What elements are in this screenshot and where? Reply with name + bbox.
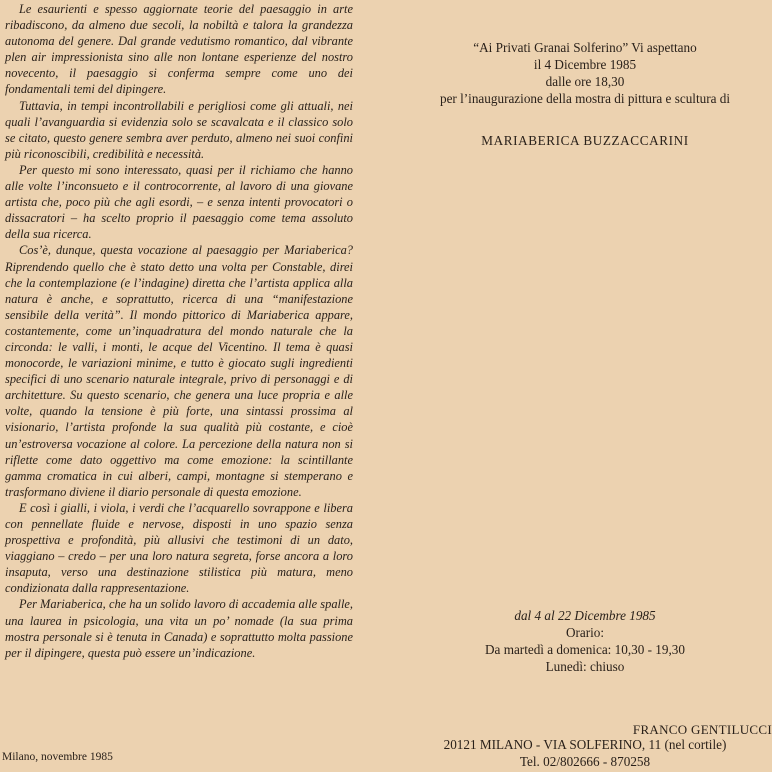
essay-paragraph-5: E così i gialli, i viola, i verdi che l’acquarello sovrappone e libera con pennellate fluide e nervose, disposti in uno spazio senza prospettiva e profondità, più allusivi che testimoni di un dato, viaggiano – credo – per una loro natura segreta, forse ancora a loro insaputa, verso una destinazione stilistica più matura, meno condizionata dalla rappresentazione. — [5, 500, 353, 596]
invitation-column — [400, 0, 770, 772]
essay-paragraph-3: Per questo mi sono interessato, quasi per il richiamo che hanno alle volte l’inconsueto e il controcorrente, al lavoro di una giovane artista che, poco più che agli esordi, – e senza intenti provocatori o dissacratori – ha scelto proprio il paesaggio come tema assoluto della sua ricerca. — [5, 162, 353, 242]
closing-day: Lunedì: chiuso — [545, 659, 625, 674]
invitation-line-date: il 4 Dicembre 1985 — [533, 57, 637, 72]
venue-address — [400, 736, 770, 770]
hours-label: Orario: — [565, 625, 605, 640]
street-address: 20121 MILANO - VIA SOLFERINO, 11 (nel cortile) — [443, 737, 727, 752]
phone-numbers: Tel. 02/802666 - 870258 — [519, 754, 651, 769]
essay-paragraph-6: Per Mariaberica, che ha un solido lavoro di accademia alle spalle, una laurea in psicologia, una vita un po’ nomade (la sua prima mostra personale si è tenuta in Canada) e soprattutto molta passione per il dipingere, questa può essere un’indicazione. — [5, 597, 353, 660]
artist-name: MARIABERICA BUZZACCARINI — [481, 133, 689, 148]
essay-paragraph-4: Cos’è, dunque, questa vocazione al paesaggio per Mariaberica? Riprendendo quello che è stato detto una volta per Constable, direi che la contemplazione (e l’indagine) diretta che l’artista applica alla natura è anche, e soprattutto, ricerca di una “manifestazione sensibile della verità”. Il mondo pittorico di Mariaberica appare, costantemente, come un’inquadratura del mondo naturale che la circonda: le valli, i monti, le acque del Vicentino. Il tema è quasi monocorde, le variazioni minime, e tutto è giocato sugli ingredienti specifici di uno scenario naturale integrale, privo di personaggi e di architetture. Su questo scenario, che genera una luce propria e alle volte, quando la tensione è più forte, una sintassi prossima al visionario, l’artista profonde la sua qualità più costante, e cioè un’estroversa vocazione al colore. La percezione della natura non si riflette come dato oggettivo ma come emozione: la scintillante gamma cromatica in cui alberi, campi, montagne si stemperano e trasformano diviene il diario personale di questa emozione. — [5, 243, 353, 499]
opening-hours: Da martedì a domenica: 10,30 - 19,30 — [485, 642, 685, 657]
exhibition-period: dal 4 al 22 Dicembre 1985 — [514, 608, 656, 623]
invitation-line-time: dalle ore 18,30 — [545, 74, 625, 89]
invitation-line-venue: “Ai Privati Granai Solferino” Vi aspettano — [473, 40, 697, 55]
essay-column — [5, 1, 353, 661]
essay-signature: FRANCO GENTILUCCI — [632, 722, 772, 737]
invitation-text — [400, 39, 770, 107]
essay-paragraph-1: Le esaurienti e spesso aggiornate teorie del paesaggio in arte ribadiscono, da almeno due secoli, la nobiltà e talora la grandezza autonoma del genere. Dal grande vedutismo romantico, dal vibrante plen air impressionista sino alle non lontane esperienze del nostro novecento, il paesaggio si conferma sempre come uno dei fondamentali temi del dipingere. — [5, 2, 353, 97]
essay-place-date: Milano, novembre 1985 — [2, 751, 113, 763]
invitation-line-occasion: per l’inaugurazione della mostra di pittura e scultura di — [439, 91, 731, 106]
exhibition-schedule — [400, 607, 770, 675]
essay-paragraph-2: Tuttavia, in tempi incontrollabili e perigliosi come gli attuali, nei quali l’avanguardia si evidenzia solo se scavalcata e il classico solo se citato, questo genere sembra aver perduto, almeno nei suoi confini più riconoscibili, credibilità e necessità. — [5, 98, 353, 161]
